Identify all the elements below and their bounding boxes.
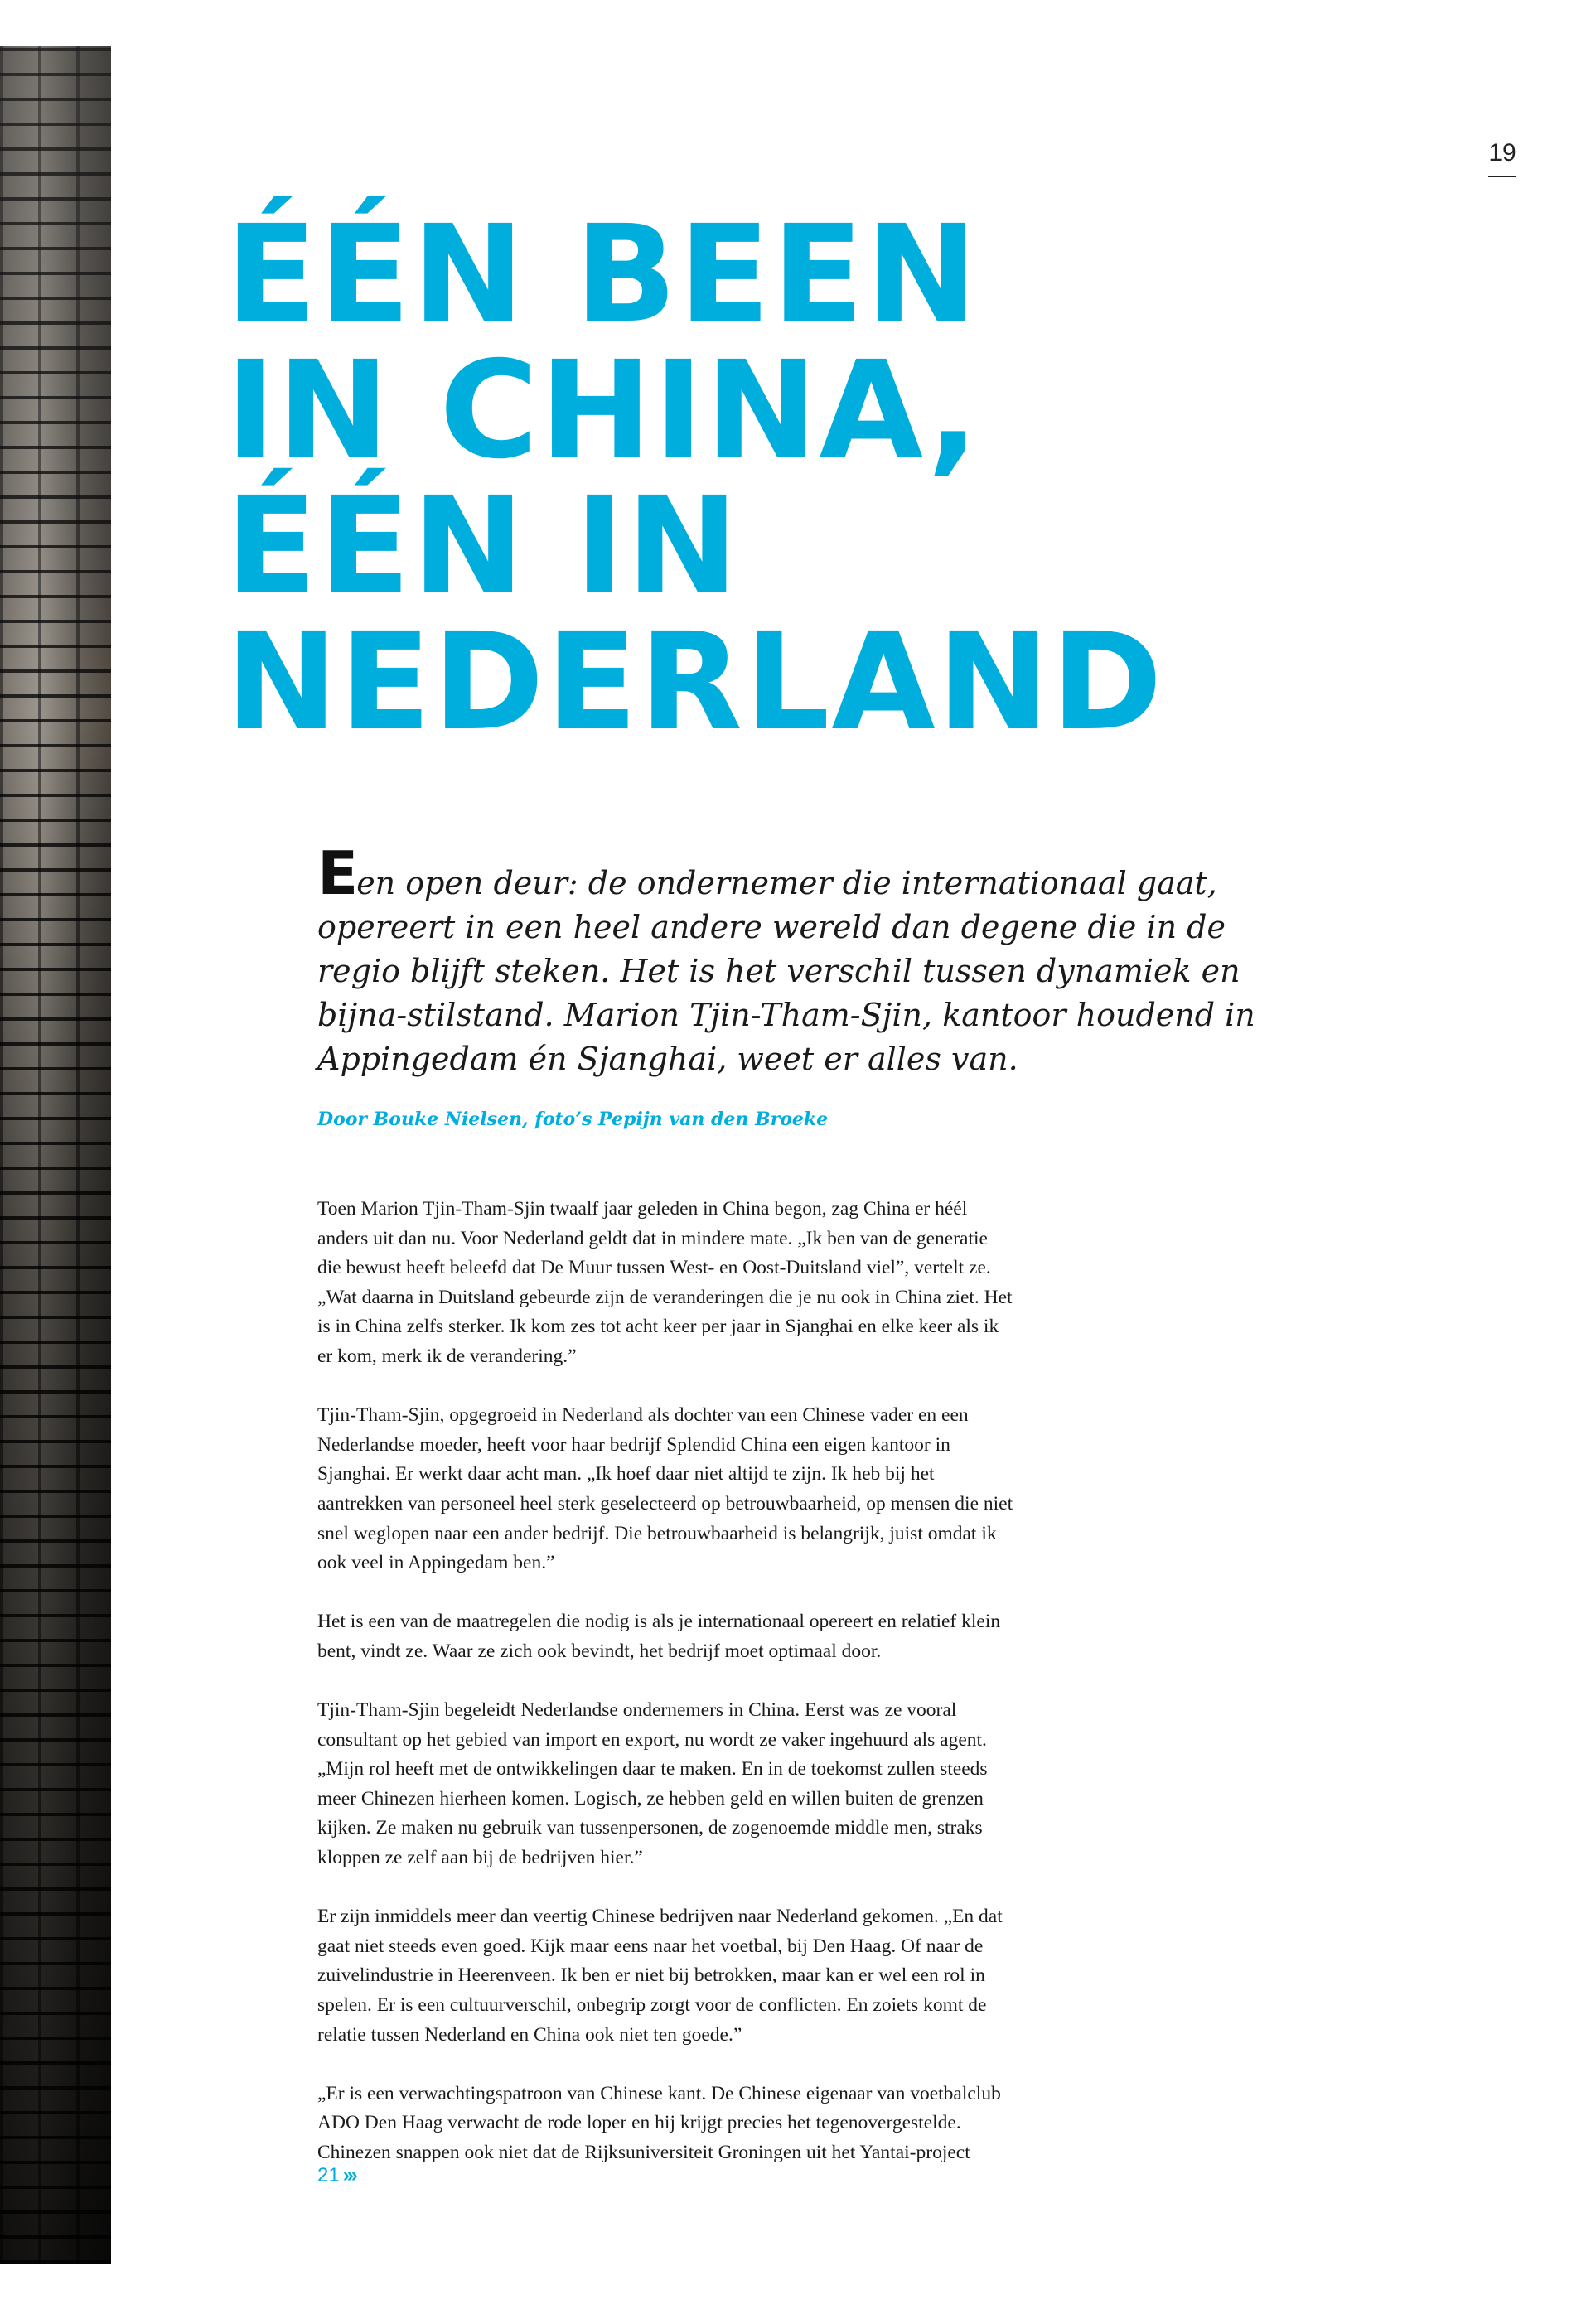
lead-text: en open deur: de ondernemer die internationaal gaat, opereert in een heel andere wereld dan degene die in de regio blijft steken. Het is het verschil tussen dynamiek en bijna-stilstand. Marion Tjin-Tham-Sjin, kantoor houdend in Appingedam én Sjanghai, weet er alles van. xyxy=(317,865,1255,1077)
body-paragraph: „Er is een verwachtingspatroon van Chinese kant. De Chinese eigenaar van voetbalclub ADO Den Haag verwacht de rode loper en hij krijgt precies het tegenovergestelde. Chinezen snappen ook niet dat de Rijksuniversiteit Groningen uit het Yantai-project xyxy=(317,2082,1001,2163)
page-number-rule xyxy=(1488,176,1516,177)
headline-line-3: ÉÉN IN xyxy=(225,469,741,625)
byline: Door Bouke Nielsen, foto’s Pepijn van den Broeke xyxy=(317,1109,829,1130)
headline-line-4: NEDERLAND xyxy=(225,605,1164,761)
headline-line-2: IN CHINA, xyxy=(225,333,980,489)
continue-page-number: 21 xyxy=(317,2164,340,2186)
body-paragraph: Tjin-Tham-Sjin, opgegroeid in Nederland als dochter van een Chinese vader en een Nederlandse moeder, heeft voor haar bedrijf Splendid China een eigen kantoor in Sjanghai. Er werkt daar acht man. „Ik hoef daar niet altijd te zijn. Ik heb bij het aantrekken van personeel heel sterk geselecteerd op betrouwbaarheid, op mensen die niet snel weglopen naar een ander bedrijf. Die betrouwbaarheid is belangrijk, juist omdat ik ook veel in Appingedam ben.” xyxy=(317,1404,1013,1574)
brick-wall-photo xyxy=(0,46,111,2264)
double-chevron-right-icon: ››› xyxy=(342,2164,355,2186)
body-paragraph: Het is een van de maatregelen die nodig is als je internationaal opereert en relatief klein bent, vindt ze. Waar ze zich ook bevindt, het bedrijf moet optimaal door. xyxy=(317,1611,1001,1662)
headline xyxy=(225,197,1468,761)
page-number: 19 xyxy=(1488,139,1516,167)
lead-paragraph xyxy=(317,838,1279,1081)
headline-line-1: ÉÉN BEEN xyxy=(225,197,979,353)
body-paragraph: Er zijn inmiddels meer dan veertig Chinese bedrijven naar Nederland gekomen. „En dat gaat niet steeds even goed. Kijk maar eens naar het voetbal, bij Den Haag. Of naar de zuivelindustrie in Heerenveen. Ik ben er niet bij betrokken, maar kan er wel een rol in spelen. Er is een cultuurverschil, onbegrip zorgt voor de conflicten. En zoiets komt de relatie tussen Nederland en China ook niet ten goede.” xyxy=(317,1906,1003,2046)
body-paragraph: Toen Marion Tjin-Tham-Sjin twaalf jaar geleden in China begon, zag China er héél anders uit dan nu. Voor Nederland geldt dat in mindere mate. „Ik ben van de generatie die bewust heeft beleefd dat De Muur tussen West- en Oost-Duitsland viel”, vertelt ze. „Wat daarna in Duitsland gebeurde zijn de veranderingen die je nu ook in China ziet. Het is in China zelfs sterker. Ik kom zes tot acht keer per jaar in Sjanghai en elke keer als ik er kom, merk ik de verandering.” xyxy=(317,1198,1013,1367)
body-paragraph: Tjin-Tham-Sjin begeleidt Nederlandse ondernemers in China. Eerst was ze vooral consultant op het gebied van import en export, nu wordt ze vaker ingehuurd als agent. „Mijn rol heeft met de ontwikkelingen daar te maken. En in de toekomst zullen steeds meer Chinezen hierheen komen. Logisch, ze hebben geld en willen buiten de grenzen kijken. Ze maken nu gebruik van tussenpersonen, de zogenoemde middle men, straks kloppen ze zelf aan bij de bedrijven hier.” xyxy=(317,1699,988,1869)
drop-cap: E xyxy=(317,838,357,908)
article-body xyxy=(317,1195,1013,2197)
continue-link[interactable] xyxy=(317,2164,355,2187)
